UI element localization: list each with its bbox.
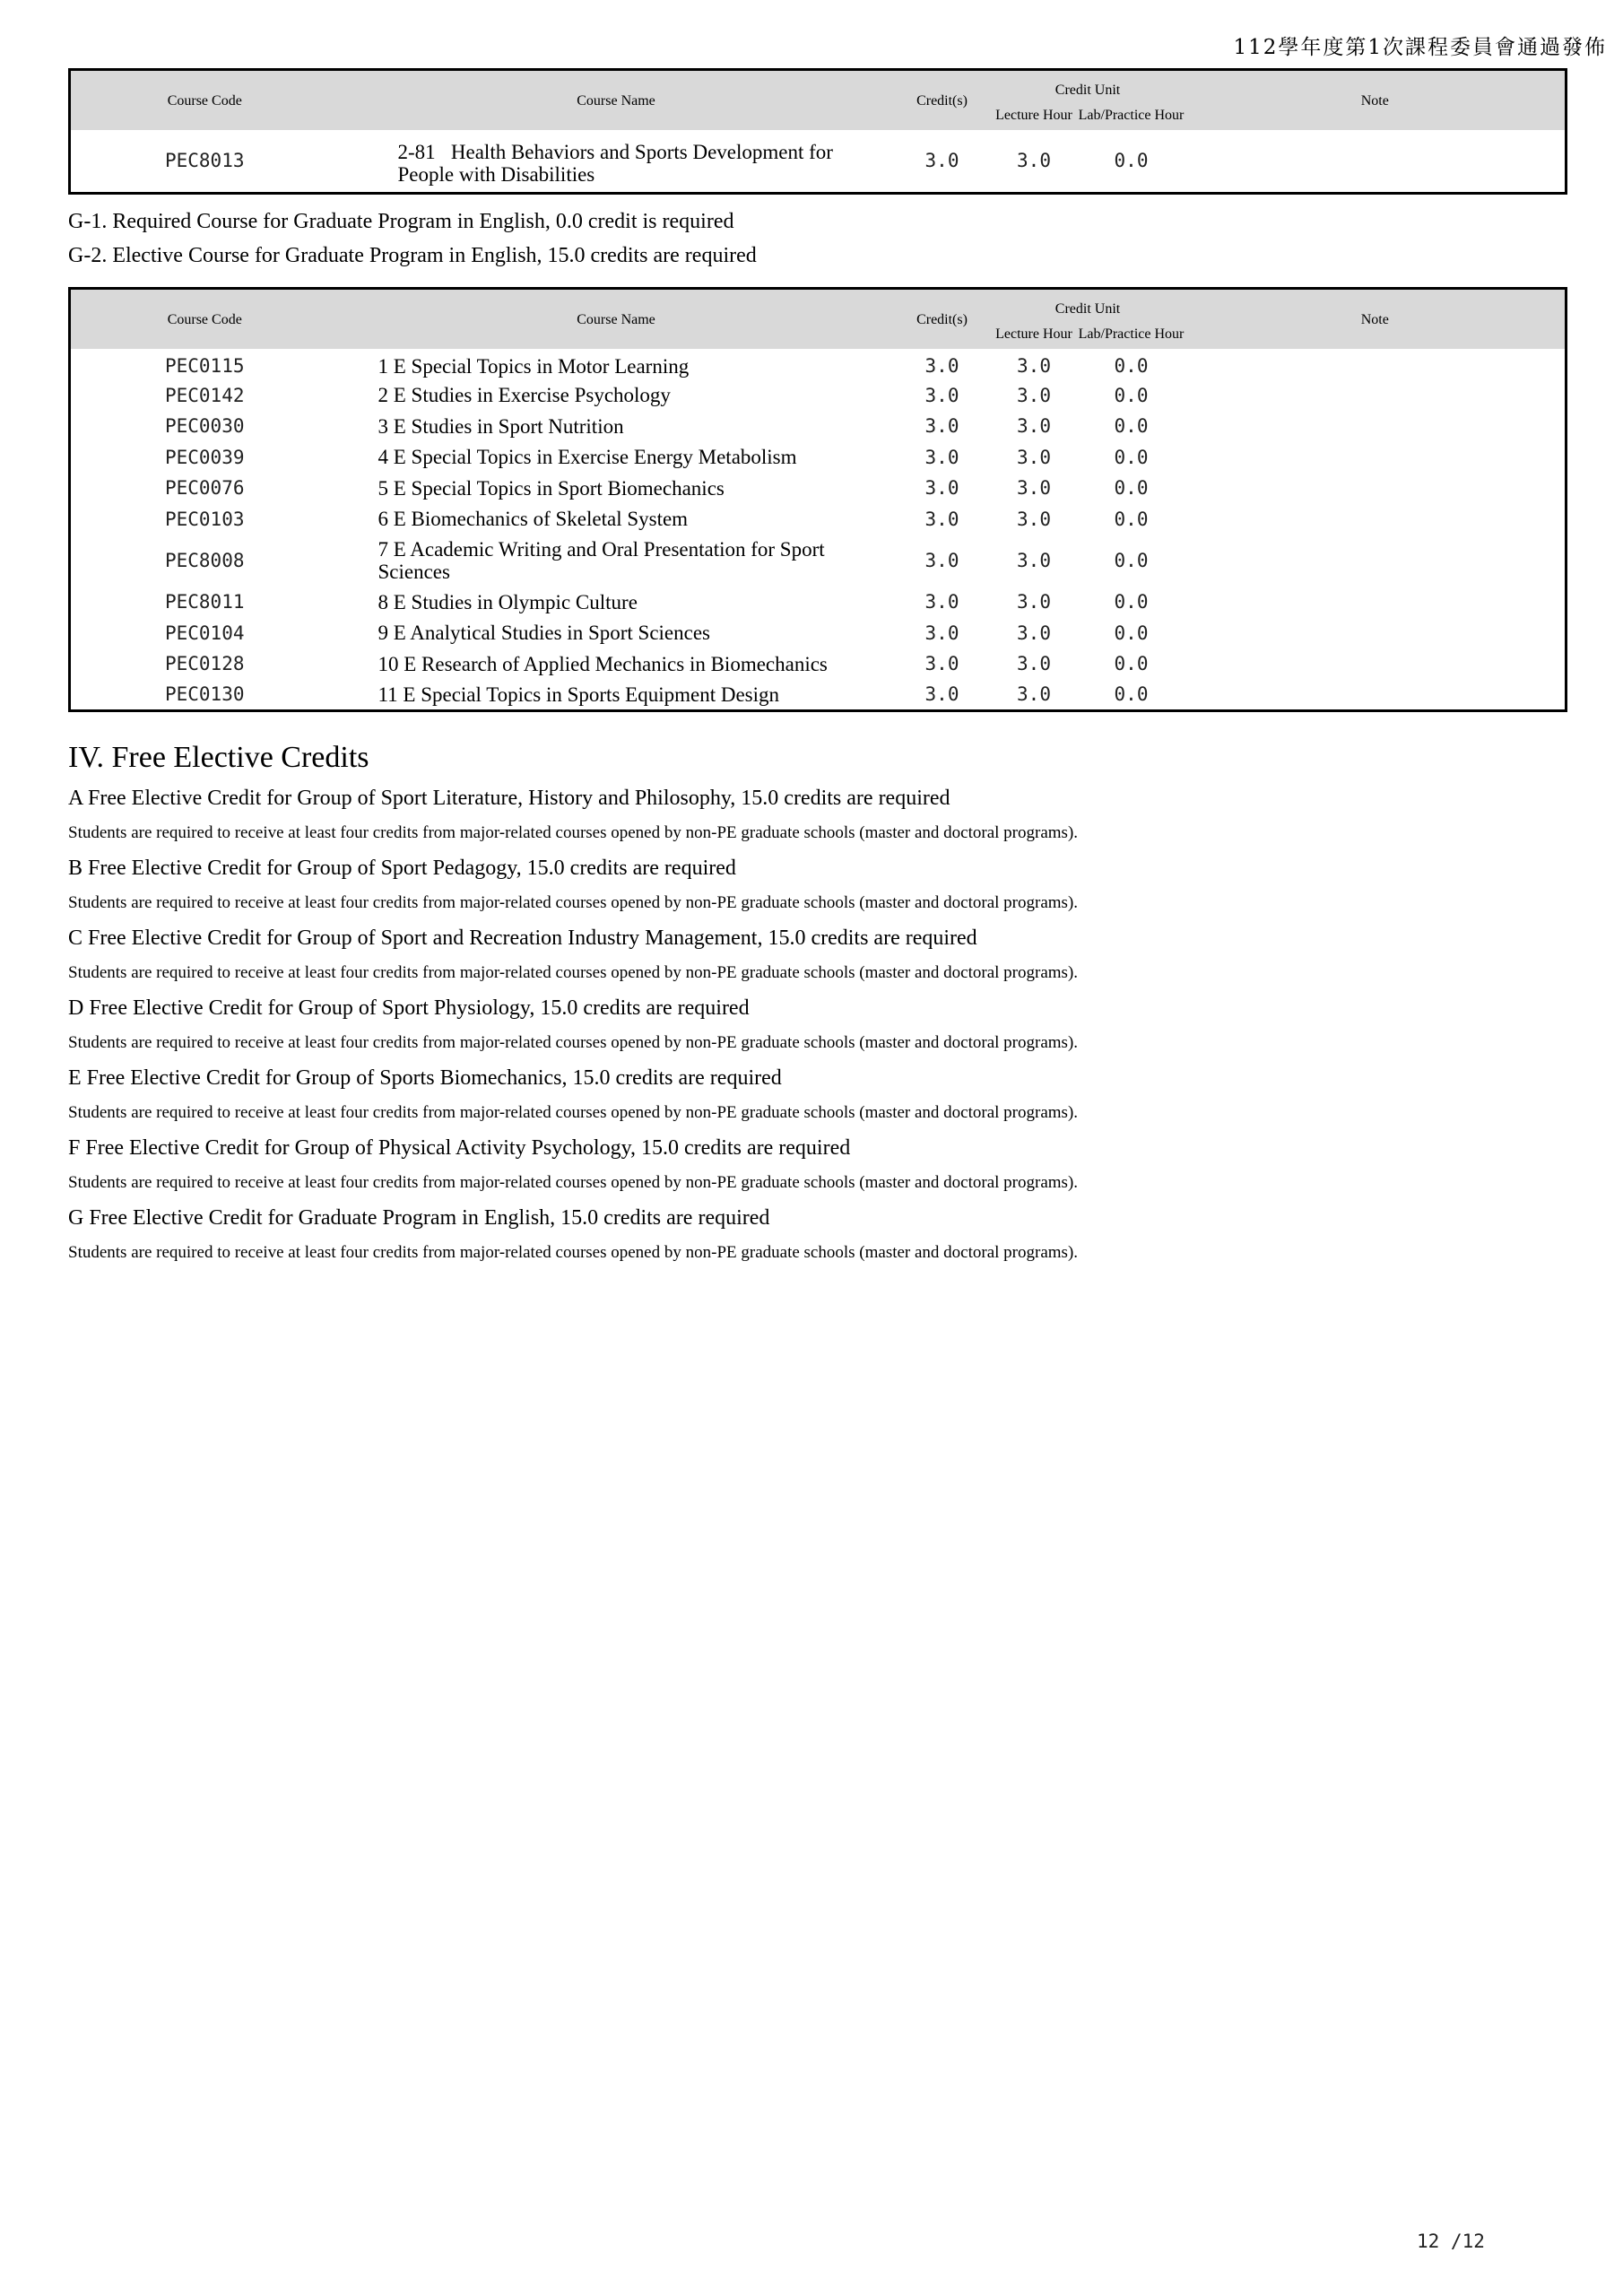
lab-hour: 0.0 xyxy=(1114,653,1149,675)
table-row xyxy=(70,411,1567,442)
course-note xyxy=(1185,504,1567,535)
course-note xyxy=(1185,442,1567,474)
lecture-hour: 3.0 xyxy=(1017,508,1051,530)
col-header-credits: Credit(s) xyxy=(894,70,991,131)
course-note xyxy=(1185,411,1567,442)
course-name: 11 E Special Topics in Sports Equipment Design xyxy=(378,683,779,706)
course-code: PEC0128 xyxy=(164,653,245,675)
lab-hour: 0.0 xyxy=(1114,477,1149,500)
course-code: PEC0039 xyxy=(164,446,245,468)
course-code: PEC0104 xyxy=(164,622,245,644)
course-credits: 3.0 xyxy=(924,415,959,438)
course-note xyxy=(1185,130,1567,193)
course-credits: 3.0 xyxy=(924,683,959,705)
course-note xyxy=(1185,587,1567,618)
course-name: 1 E Special Topics in Motor Learning xyxy=(378,354,690,378)
course-note xyxy=(1185,473,1567,504)
lecture-hour: 3.0 xyxy=(1017,415,1051,438)
col-header-lecture-hour: Lecture Hour xyxy=(991,100,1078,130)
col-header-course-code: Course Code xyxy=(70,289,339,350)
free-elective-title: G Free Elective Credit for Graduate Program in English, 15.0 credits are required xyxy=(68,1206,770,1230)
free-elective-note: Students are required to receive at least four credits from major-related courses opened by non-PE graduate schools (master and doctoral programs). xyxy=(68,1173,1079,1192)
course-credits: 3.0 xyxy=(924,622,959,644)
course-code: PEC8008 xyxy=(164,550,245,571)
table-row xyxy=(70,380,1567,412)
course-table-english-electives xyxy=(68,287,1567,712)
course-note xyxy=(1185,680,1567,711)
course-code: PEC0142 xyxy=(164,384,245,406)
table-row xyxy=(70,680,1567,711)
col-header-credit-unit: Credit Unit xyxy=(991,289,1185,319)
free-elective-title: C Free Elective Credit for Group of Sport and Recreation Industry Management, 15.0 credits are required xyxy=(68,926,977,950)
course-note xyxy=(1185,648,1567,680)
free-elective-title: F Free Elective Credit for Group of Physical Activity Psychology, 15.0 credits are required xyxy=(68,1136,851,1160)
col-header-credits: Credit(s) xyxy=(894,289,991,350)
free-elective-title: B Free Elective Credit for Group of Sport Pedagogy, 15.0 credits are required xyxy=(68,857,736,880)
col-header-lab-hour: Lab/Practice Hour xyxy=(1078,100,1185,130)
g1-heading: G-1. Required Course for Graduate Program in English, 0.0 credit is required xyxy=(68,210,734,233)
col-header-course-name: Course Name xyxy=(339,289,894,350)
section-title-free-electives: IV. Free Elective Credits xyxy=(68,741,369,774)
table-row xyxy=(70,349,1567,380)
lecture-hour: 3.0 xyxy=(1017,622,1051,644)
free-elective-note: Students are required to receive at least four credits from major-related courses opened by non-PE graduate schools (master and doctoral programs). xyxy=(68,963,1079,982)
lecture-hour: 3.0 xyxy=(1017,591,1051,613)
course-name: 8 E Studies in Olympic Culture xyxy=(378,590,638,613)
free-elective-title: E Free Elective Credit for Group of Sports Biomechanics, 15.0 credits are required xyxy=(68,1066,782,1090)
lecture-hour: 3.0 xyxy=(1017,355,1051,378)
g2-heading: G-2. Elective Course for Graduate Program in English, 15.0 credits are required xyxy=(68,244,757,267)
free-elective-title: A Free Elective Credit for Group of Sport Literature, History and Philosophy, 15.0 credits are required xyxy=(68,787,950,810)
free-elective-title: D Free Elective Credit for Group of Sport Physiology, 15.0 credits are required xyxy=(68,996,750,1020)
lab-hour: 0.0 xyxy=(1114,508,1149,530)
table-row xyxy=(70,535,1567,587)
course-name: 2 E Studies in Exercise Psychology xyxy=(378,384,671,407)
lab-hour: 0.0 xyxy=(1114,415,1149,438)
course-credits: 3.0 xyxy=(924,384,959,406)
free-elective-note: Students are required to receive at least four credits from major-related courses opened by non-PE graduate schools (master and doctoral programs). xyxy=(68,1103,1079,1122)
course-credits: 3.0 xyxy=(924,446,959,468)
lab-hour: 0.0 xyxy=(1114,446,1149,468)
course-name: 3 E Studies in Sport Nutrition xyxy=(378,414,624,438)
col-header-credit-unit: Credit Unit xyxy=(991,70,1185,100)
table-row xyxy=(70,587,1567,618)
table-row xyxy=(70,504,1567,535)
course-credits: 3.0 xyxy=(924,150,959,172)
lab-hour: 0.0 xyxy=(1114,150,1149,172)
course-note xyxy=(1185,349,1567,380)
course-name: 4 E Special Topics in Exercise Energy Metabolism xyxy=(378,446,797,469)
table-row xyxy=(70,442,1567,474)
course-code: PEC0030 xyxy=(164,415,245,438)
course-credits: 3.0 xyxy=(924,550,959,571)
col-header-lab-hour: Lab/Practice Hour xyxy=(1078,318,1185,349)
free-elective-note: Students are required to receive at least four credits from major-related courses opened by non-PE graduate schools (master and doctoral programs). xyxy=(68,1033,1079,1052)
table-row xyxy=(70,618,1567,649)
course-note xyxy=(1185,535,1567,587)
lab-hour: 0.0 xyxy=(1114,622,1149,644)
lab-hour: 0.0 xyxy=(1114,384,1149,406)
course-code: PEC0076 xyxy=(164,477,245,500)
lecture-hour: 3.0 xyxy=(1017,384,1051,406)
col-header-note: Note xyxy=(1185,70,1567,131)
course-code: PEC0115 xyxy=(164,355,245,378)
free-elective-note: Students are required to receive at least four credits from major-related courses opened by non-PE graduate schools (master and doctoral programs). xyxy=(68,1243,1079,1262)
course-code: PEC0103 xyxy=(164,508,245,530)
lab-hour: 0.0 xyxy=(1114,683,1149,705)
course-code: PEC8011 xyxy=(164,591,245,613)
lab-hour: 0.0 xyxy=(1114,550,1149,571)
table-row xyxy=(70,473,1567,504)
course-credits: 3.0 xyxy=(924,508,959,530)
course-credits: 3.0 xyxy=(924,591,959,613)
col-header-course-code: Course Code xyxy=(70,70,339,131)
lecture-hour: 3.0 xyxy=(1017,150,1051,172)
course-code: PEC0130 xyxy=(164,683,245,705)
course-credits: 3.0 xyxy=(924,477,959,500)
lecture-hour: 3.0 xyxy=(1017,550,1051,571)
col-header-course-name: Course Name xyxy=(339,70,894,131)
course-name: 6 E Biomechanics of Skeletal System xyxy=(378,508,689,531)
free-elective-note: Students are required to receive at least four credits from major-related courses opened by non-PE graduate schools (master and doctoral programs). xyxy=(68,823,1079,842)
course-name: 9 E Analytical Studies in Sport Sciences xyxy=(378,622,711,645)
course-name: 7 E Academic Writing and Oral Presentation for Sport Sciences xyxy=(378,538,825,583)
lecture-hour: 3.0 xyxy=(1017,683,1051,705)
lecture-hour: 3.0 xyxy=(1017,446,1051,468)
course-credits: 3.0 xyxy=(924,355,959,378)
course-name: 5 E Special Topics in Sport Biomechanics xyxy=(378,476,725,500)
lab-hour: 0.0 xyxy=(1114,591,1149,613)
lecture-hour: 3.0 xyxy=(1017,477,1051,500)
page-number: 12 /12 xyxy=(1417,2231,1485,2252)
lecture-hour: 3.0 xyxy=(1017,653,1051,675)
col-header-note: Note xyxy=(1185,289,1567,350)
header-note: 112學年度第1次課程委員會通過發佈 xyxy=(1233,36,1607,59)
course-table-upper xyxy=(68,68,1567,195)
course-name: 10 E Research of Applied Mechanics in Biomechanics xyxy=(378,652,828,675)
course-name: 2-81 Health Behaviors and Sports Development for People with Disabilities xyxy=(397,141,833,187)
col-header-lecture-hour: Lecture Hour xyxy=(991,318,1078,349)
table-row xyxy=(70,130,1567,193)
course-code: PEC8013 xyxy=(164,150,245,172)
free-elective-note: Students are required to receive at least four credits from major-related courses opened by non-PE graduate schools (master and doctoral programs). xyxy=(68,893,1079,912)
course-note xyxy=(1185,380,1567,412)
course-note xyxy=(1185,618,1567,649)
course-credits: 3.0 xyxy=(924,653,959,675)
lab-hour: 0.0 xyxy=(1114,355,1149,378)
table-row xyxy=(70,648,1567,680)
